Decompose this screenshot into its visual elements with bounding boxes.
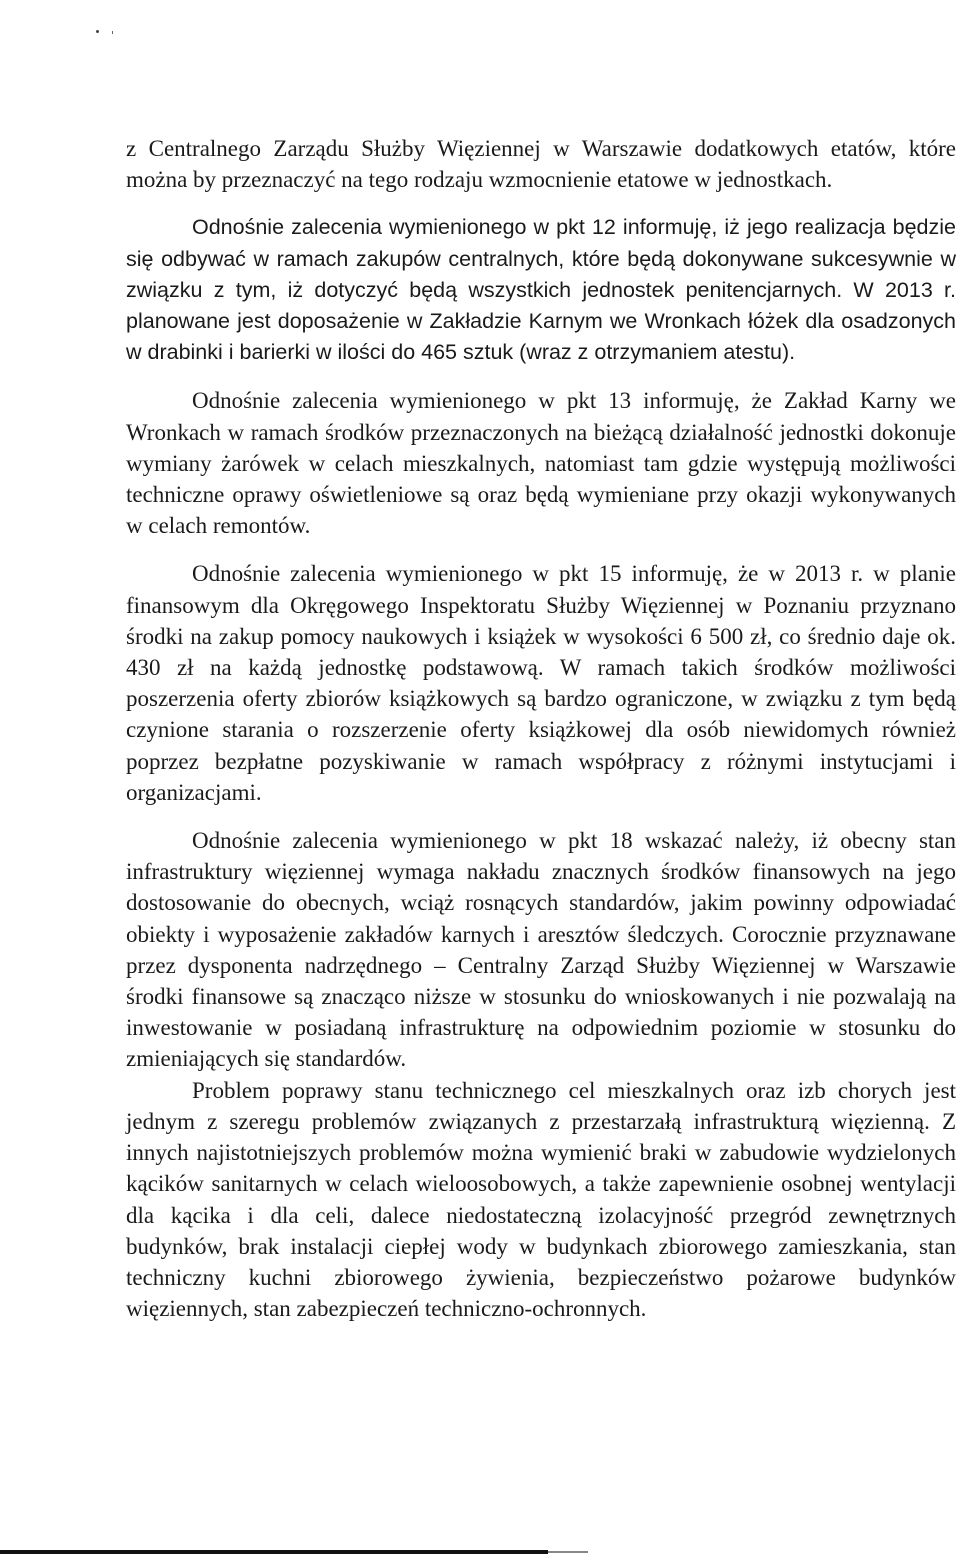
footer-rule xyxy=(0,1550,548,1554)
paragraph-pkt-15: Odnośnie zalecenia wymienionego w pkt 15 informuję, że w 2013 r. w planie finansowym dla Okręgowego Inspektoratu Służby Więziennej w Poznaniu przyznano środki na zakup pomocy naukowych i książek w wysokości 6 500 zł, co średnio daje ok. 430 zł na każdą jednostkę podstawową. W ramach takich środków możliwości poszerzenia oferty zbiorów książkowych są bardzo ograniczone, w związku z tym będą czynione starania o rozszerzenie oferty książkowej dla osób niewidomych również poprzez bezpłatne pozyskiwanie w ramach współpracy z różnymi instytucjami i organizacjami. xyxy=(126,561,956,805)
paragraph-pkt-18: Odnośnie zalecenia wymienionego w pkt 18 wskazać należy, iż obecny stan infrastruktury więziennej wymaga nakładu znacznych środków finansowych na jego dostosowanie do obecnych, wciąż rosnących standardów, jakim powinny odpowiadać obiekty i wyposażenie zakładów karnych i aresztów śledczych. Corocznie przyznawane przez dysponenta nadrzędnego – Centralny Zarząd Służby Więziennej w Warszawie środki finansowe są znacząco niższe w stosunku do wnioskowanych i nie pozwalają na inwestowanie w posiadaną infrastrukturę na odpowiednim poziomie w stosunku do zmieniających się standardów. xyxy=(126,828,956,1072)
paragraph-infrastructure-problems: Problem poprawy stanu technicznego cel mieszkalnych oraz izb chorych jest jednym z szeregu problemów związanych z przestarzałą infrastrukturą więzienną. Z innych najistotniejszych problemów można wymienić braki w zabudowie wydzielonych kącików sanitarnych w celach wieloosobowych, a także zapewnienie osobnej wentylacji dla kącika i dla celi, dalece niedostateczną izolacyjność przegród zewnętrznych budynków, brak instalacji ciepłej wody w budynkach zbiorowego zamieszkania, stan techniczny kuchni zbiorowego żywienia, bezpieczeństwo pożarowe budynków więziennych, stan zabezpieczeń techniczno-ochronnych. xyxy=(126,1077,956,1322)
scan-speck xyxy=(112,31,113,34)
footer-rule-fade xyxy=(548,1551,588,1553)
paragraph-pkt-13: Odnośnie zalecenia wymienionego w pkt 13 informuję, że Zakład Karny we Wronkach w ramach środków przeznaczonych na bieżącą działalność jednostki dokonuje wymiany żarówek w celach mieszkalnych, natomiast tam gdzie występują możliwości techniczne oprawy oświetleniowe są oraz będą wymieniane przy okazji wykonywanych w celach remontów. xyxy=(126,388,956,539)
document-body xyxy=(126,133,956,1324)
paragraph-pkt-12: Odnośnie zalecenia wymienionego w pkt 12 informuję, iż jego realizacja będzie się odbywać w ramach zakupów centralnych, które będą dokonywane sukcesywnie w związku z tym, iż dotyczyć będą wszystkich jednostek penitencjarnych. W 2013 r. planowane jest doposażenie w Zakładzie Karnym we Wronkach łóżek dla osadzonych w drabinki i barierki w ilości do 465 sztuk (wraz z otrzymaniem atestu). xyxy=(126,215,956,365)
paragraph-continuation: z Centralnego Zarządu Służby Więziennej w Warszawie dodatkowych etatów, które można by przeznaczyć na tego rodzaju wzmocnienie etatowe w jednostkach. xyxy=(126,136,956,193)
scan-speck xyxy=(96,30,99,33)
